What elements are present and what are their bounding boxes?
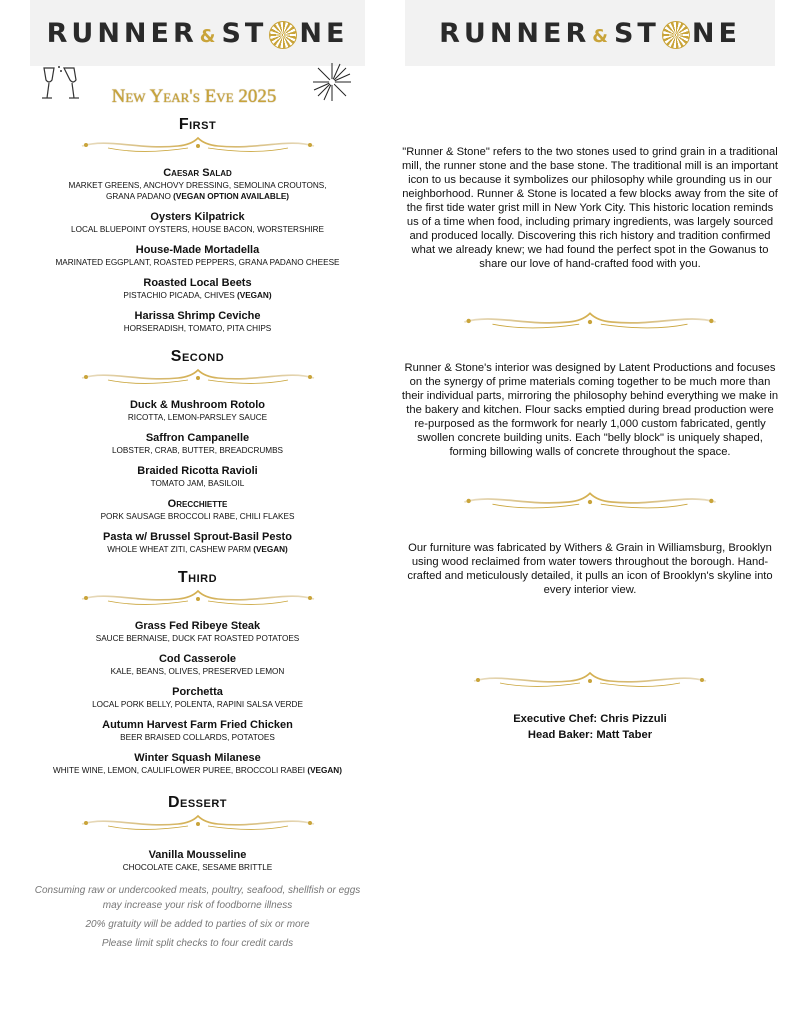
gold-flourish-divider [455,489,725,515]
menu-column [30,0,365,955]
dish [30,848,365,873]
millstone-icon [269,21,297,49]
gold-flourish-divider [78,587,318,611]
course-title: Second [170,348,225,365]
dish-description: WHOLE WHEAT ZITI, CASHEW PARM (VEGAN) [107,545,288,554]
food-safety-note: Consuming raw or undercooked meats, poultry, seafood, shellfish or eggs may increase your risk of foodborne illness [34,885,361,911]
gold-flourish-divider [78,134,318,158]
dish [30,276,365,301]
dish-name: Vanilla Mousseline [148,849,247,861]
about-history-paragraph: "Runner & Stone" refers to the two stones used to grind grain in a traditional mill, the runner stone and the base stone. The traditional mill is an important icon to us because it symbolizes our philosophy while grounding us in our neighborhood. Runner & Stone is located a few blocks away from the site of the first tide water grist mill in New York City. This historic location reminds us of a time when food, including primary ingredients, was largely sourced and produced locally. Discovering this rich history and tradition confirmed what we already knew; we had found the perfect spot in the Gowanus to share our love of hand-crafted food with you. [401,146,779,270]
dish-name: Pasta w/ Brussel Sprout-Basil Pesto [103,531,292,543]
dish-name: House-Made Mortadella [135,244,260,256]
brand-logo: RUNNER & ST NE [30,0,365,66]
staff-credits [400,711,780,743]
dish-description: LOCAL BLUEPOINT OYSTERS, HOUSE BACON, WORSTERSHIRE [71,225,324,234]
dish [30,751,365,776]
dish-description: KALE, BEANS, OLIVES, PRESERVED LEMON [110,667,285,676]
gold-flourish-divider [470,669,710,693]
course-title: Third [177,569,218,586]
dish-name: Oysters Kilpatrick [150,211,245,223]
dish-description: TOMATO JAM, BASILOIL [150,479,245,488]
dish-name: Harissa Shrimp Ceviche [134,310,261,322]
dish-description: HORSERADISH, TOMATO, PITA CHIPS [123,324,272,333]
about-interior-paragraph: Runner & Stone's interior was designed by Latent Productions and focuses on the synergy of prime materials coming together to be much more than their individual parts, mirroring the philosophy behind everything we make in the bakery and kitchen. Flour sacks emptied during bread production were re-purposed as the formwork for nearly 1,000 custom fabricated, gently swollen concrete building units. Each "belly block" is uniquely shaped, forming billowing walls of concrete throughout the space. [401,362,779,458]
dish-description: CHOCOLATE CAKE, SESAME BRITTLE [122,863,273,872]
dish-name: Duck & Mushroom Rotolo [129,399,266,411]
champagne-glasses-icon [38,64,84,104]
course-title: Dessert [167,794,228,811]
gold-flourish-divider [78,812,318,836]
dish [30,685,365,710]
dish-description: LOCAL PORK BELLY, POLENTA, RAPINI SALSA VERDE [92,700,303,709]
course-first [30,116,365,334]
dish-name: Saffron Campanelle [145,432,250,444]
split-check-note: Please limit split checks to four credit cards [101,938,294,949]
fireworks-icon [310,60,354,104]
dish [30,398,365,423]
dish [30,464,365,489]
dish [30,619,365,644]
dish [30,530,365,555]
dish-description: WHITE WINE, LEMON, CAULIFLOWER PUREE, BROCCOLI RABEI (VEGAN) [53,766,342,775]
dish-name: Orecchiette [167,498,228,510]
dish-name: Roasted Local Beets [143,277,252,289]
dish [30,309,365,334]
dish-name: Porchetta [172,686,223,698]
dish [30,718,365,743]
course-third [30,569,365,776]
dish-description: MARKET GREENS, ANCHOVY DRESSING, SEMOLINA CROUTONS, GRANA PADANO (VEGAN OPTION AVAILABLE) [68,181,327,201]
course-title: First [178,116,217,133]
gold-flourish-divider [455,309,725,335]
dish-description: BEER BRAISED COLLARDS, POTATOES [120,733,275,742]
dish-name: Cod Casserole [158,653,237,665]
dish-description: RICOTTA, LEMON-PARSLEY SAUCE [127,413,268,422]
dish-description: MARINATED EGGPLANT, ROASTED PEPPERS, GRANA PADANO CHEESE [55,258,340,267]
dish-name: Caesar Salad [163,167,232,179]
dish [30,210,365,235]
about-furniture-paragraph: Our furniture was fabricated by Withers & Grain in Williamsburg, Brooklyn using wood reclaimed from water towers throughout the borough. Hand-crafted and meticulously detailed, it pulls an icon of Brooklyn's skyline into every interior view. [407,542,773,596]
event-header [30,66,365,116]
dish-description: SAUCE BERNAISE, DUCK FAT ROASTED POTATOES [95,634,300,643]
dish-name: Braided Ricotta Ravioli [137,465,258,477]
dish-description: PISTACHIO PICADA, CHIVES (VEGAN) [123,291,272,300]
dish [30,431,365,456]
dish [30,497,365,522]
dish-description: LOBSTER, CRAB, BUTTER, BREADCRUMBS [111,446,284,455]
brand-logo: RUNNER & ST NE [405,0,775,66]
dish-description: PORK SAUSAGE BROCCOLI RABE, CHILI FLAKES [100,512,295,521]
event-title: New Year's Eve 2025 [111,86,277,107]
dish [30,652,365,677]
dish-name: Autumn Harvest Farm Fried Chicken [102,719,293,731]
head-baker: Head Baker: Matt Taber [527,729,653,741]
gold-flourish-divider [78,366,318,390]
dish-name: Winter Squash Milanese [134,752,261,764]
gratuity-note: 20% gratuity will be added to parties of six or more [85,919,310,930]
executive-chef: Executive Chef: Chris Pizzuli [513,713,667,725]
about-column [400,0,780,743]
dish-name: Grass Fed Ribeye Steak [134,620,261,632]
millstone-icon [662,21,690,49]
course-dessert [30,794,365,873]
menu-notes [30,883,365,951]
course-second [30,348,365,555]
dish [30,166,365,202]
dish [30,243,365,268]
